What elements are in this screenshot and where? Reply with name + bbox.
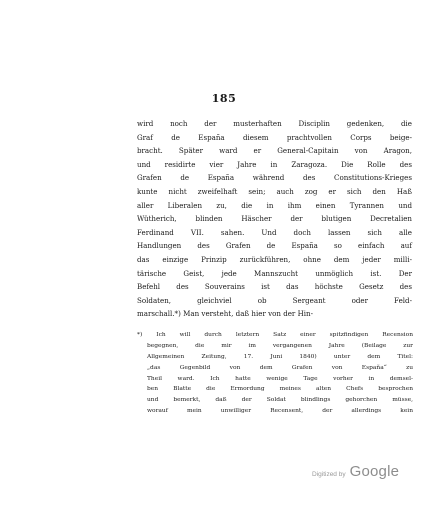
text-line: aller Liberalen zu, die in ihm einen Tyrannen und [137,200,412,210]
footnote-line: worauf mein unwilliger Recensent, der allerdings kein [147,408,413,415]
footnote-block [137,330,413,417]
google-logo: Google [349,463,400,480]
page-number: 185 [211,92,237,105]
footnote-line: und bemerkt, daß der Soldat blindlings gehorchen müsse, [147,397,413,404]
footnote-divider [137,319,412,320]
footnote-line: Theil ward. Ich hatte wenige Tage vorher in demsel- [147,375,413,382]
body-text [137,117,412,321]
text-line: Soldaten, gleichviel ob Sergeant oder Feld- [137,295,412,305]
text-line: Befehl des Souverains ist das höchste Gesetz des [137,282,412,292]
text-line: wird noch der musterhaften Disciplin gedenken, die [137,119,412,128]
text-line: Ferdinand VII. sahen. Und doch lassen sich alle [137,227,412,237]
text-line: das einzige Prinzip zurückführen, ohne dem jeder milli- [137,254,412,264]
text-line: bracht. Später ward er General-Capitain von Aragon, [137,146,412,156]
watermark-prefix: Digitized by [312,471,346,478]
text-line: marschall.*) Man versteht, daß hier von der Hin- [137,309,314,319]
text-line: Handlungen des Grafen de España so einfach auf [137,241,412,251]
text-line: Graf de España diesem prachtvollen Corps beige- [137,132,412,142]
text-line: kunte nicht zweifelhaft sein; auch zog er sich den Haß [137,186,412,196]
text-line: und residirte vier Jahre in Zaragoza. Die Rolle des [137,159,412,169]
footnote-line: begegnen, die mir im vergangenen Jahre (Beilage zur [147,342,413,349]
footnote-line: *) Ich will durch letztern Satz einer spitzfindigen Recension [137,332,413,338]
text-line: tärische Geist, jede Mannszucht unmöglich ist. Der [137,268,412,278]
text-line: Wütherich, blinden Häscher der blutigen Decretalien [137,214,412,224]
footnote-line: „das Gegenbild von dem Grafen von España“ zu [147,364,413,371]
digitized-watermark [312,463,412,479]
footnote-line: Allgemeinen Zeitung, 17. Juni 1840) unter dem Titel: [147,353,413,360]
footnote-line: ben Blatte die Ermordung meines alten Chefs besprochen [147,386,413,393]
text-line: Grafen de España während des Constitutions-Krieges [137,173,412,183]
